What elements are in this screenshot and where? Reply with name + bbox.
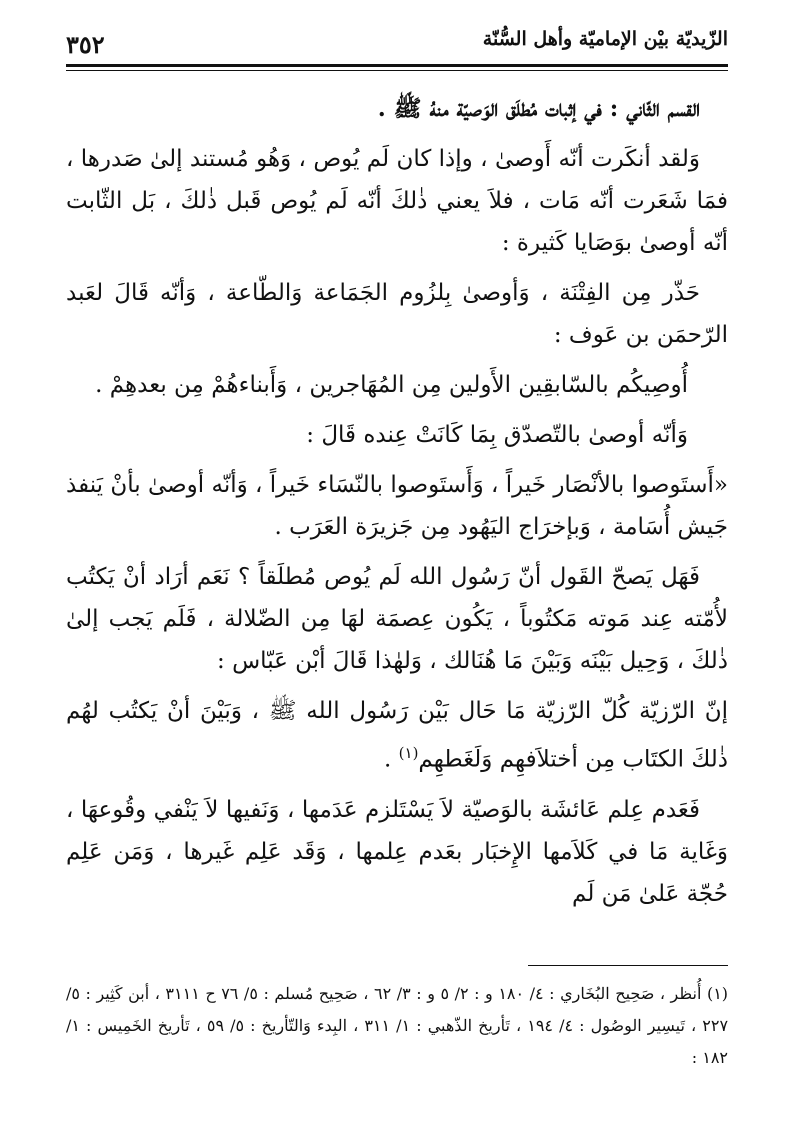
page-number: ٣٥٢ <box>66 30 105 59</box>
paragraph-1: وَلقد أنكَرت أنّه أَوصىٰ ، وإذا كان لَم يُوص ، وَهُو مُستند إلىٰ صَدرها ، فمَا شَعَرت أنّه مَات ، فلاَ يعني ذٰلكَ أنّه لَم يُوص قَبل ذٰلكَ ، بَل الثّابت أنّه أوصىٰ بوَصَايا كَثيرة : <box>66 146 728 256</box>
quote-3-text: إنّ الرّزيّة كُلّ الرّزيّة مَا حَال بَيْن رَسُول الله ﷺ ، وَبَيْنَ أنْ يَكتُب لهُم ذٰلكَ الكتَاب مِن أختلاَفهِم وَلَغَطهِم <box>66 698 728 773</box>
quote-1: أُوصِيكُم بالسّابقِين الأَولين مِن المُهَاجرين ، وَأَبناءهُمْ مِن بعدهِمْ . <box>95 372 688 398</box>
section-title: القسم الثّاني : في إثبات مُطلَق الوَصيّة منهُ ﷺ . <box>377 95 700 122</box>
header-rule-thin <box>66 70 728 71</box>
paragraph-2: حَذّر مِن الفِتْنَة ، وَأوصىٰ بِلزُوم الجَمَاعة وَالطّاعة ، وَأنّه قَالَ لعَبد الرّحمَن بن عَوف : <box>66 280 728 348</box>
quote-3 <box>66 690 728 781</box>
quote-2: «أَستَوصوا بالأنْصَار خَيراً ، وَأَستَوصوا بالنّسَاء خَيراً ، وَأنّه أوصىٰ بأنْ يَنفذ جَيش أُسَامة ، وَبإخرَاج اليَهُود مِن جَزيرَة العَرَب . <box>66 472 728 540</box>
quote-3-end: . <box>384 746 399 773</box>
header-rule-thick <box>66 64 728 67</box>
paragraph-5: فَعَدم عِلم عَائشَة بالوَصيّة لاَ يَسْتَلزم عَدَمها ، وَنَفيها لاَ يَنْفي وقُوعهَا ، وَغَاية مَا في كَلاَمها الإِخبَار بعَدم عِلمها ، وَقَد عَلِم غَيرها ، وَمَن عَلِم حُجّة عَلىٰ مَن لَم <box>66 796 728 907</box>
main-text <box>66 88 728 923</box>
page-header <box>66 20 728 68</box>
footnotes <box>66 978 728 1074</box>
footnote-marker[interactable]: (١) <box>398 744 419 762</box>
paragraph-4: فَهَل يَصحّ القَول أنّ رَسُول الله لَم يُوص مُطلَقاً ؟ نَعَم أرَاد أنْ يَكتُب لأُمّته عِند مَوته مَكتُوباً ، يَكُون عِصمَة لهَا مِن الضّلالة ، فَلَم يَجب إلىٰ ذٰلكَ ، وَحِيل بَيْنَه وَبَيْنَ مَا هُنَالك ، وَلهٰذا قَالَ أبْن عَبّاس : <box>66 564 728 674</box>
footnote-rule <box>528 965 728 966</box>
paragraph-3: وَأنّه أوصىٰ بالتّصدّق بِمَا كَانَتْ عِنده قَالَ : <box>306 422 688 448</box>
running-title: الزّيديّة بيْن الإماميّة وأهل السُّنّة <box>482 28 728 50</box>
footnote-1: (١) أُنظر ، صَحِيح البُخَاري : ٤/ ١٨٠ و : ٢/ ٥ و : ٣/ ٦٢ ، صَحِيح مُسلم : ٥/ ٧٦ ح ٣١١١ ، أبن كَثِير : ٥/ ٢٢٧ ، تَيسِير الوصُول : ٤/ ١٩٤ ، تَأريخ الذّهبي : ١/ ٣١١ ، البِدء وَالتّأريخ : ٥/ ٥٩ ، تَأريخ الخَمِيس : ١/ ١٨٢ : <box>66 984 729 1067</box>
